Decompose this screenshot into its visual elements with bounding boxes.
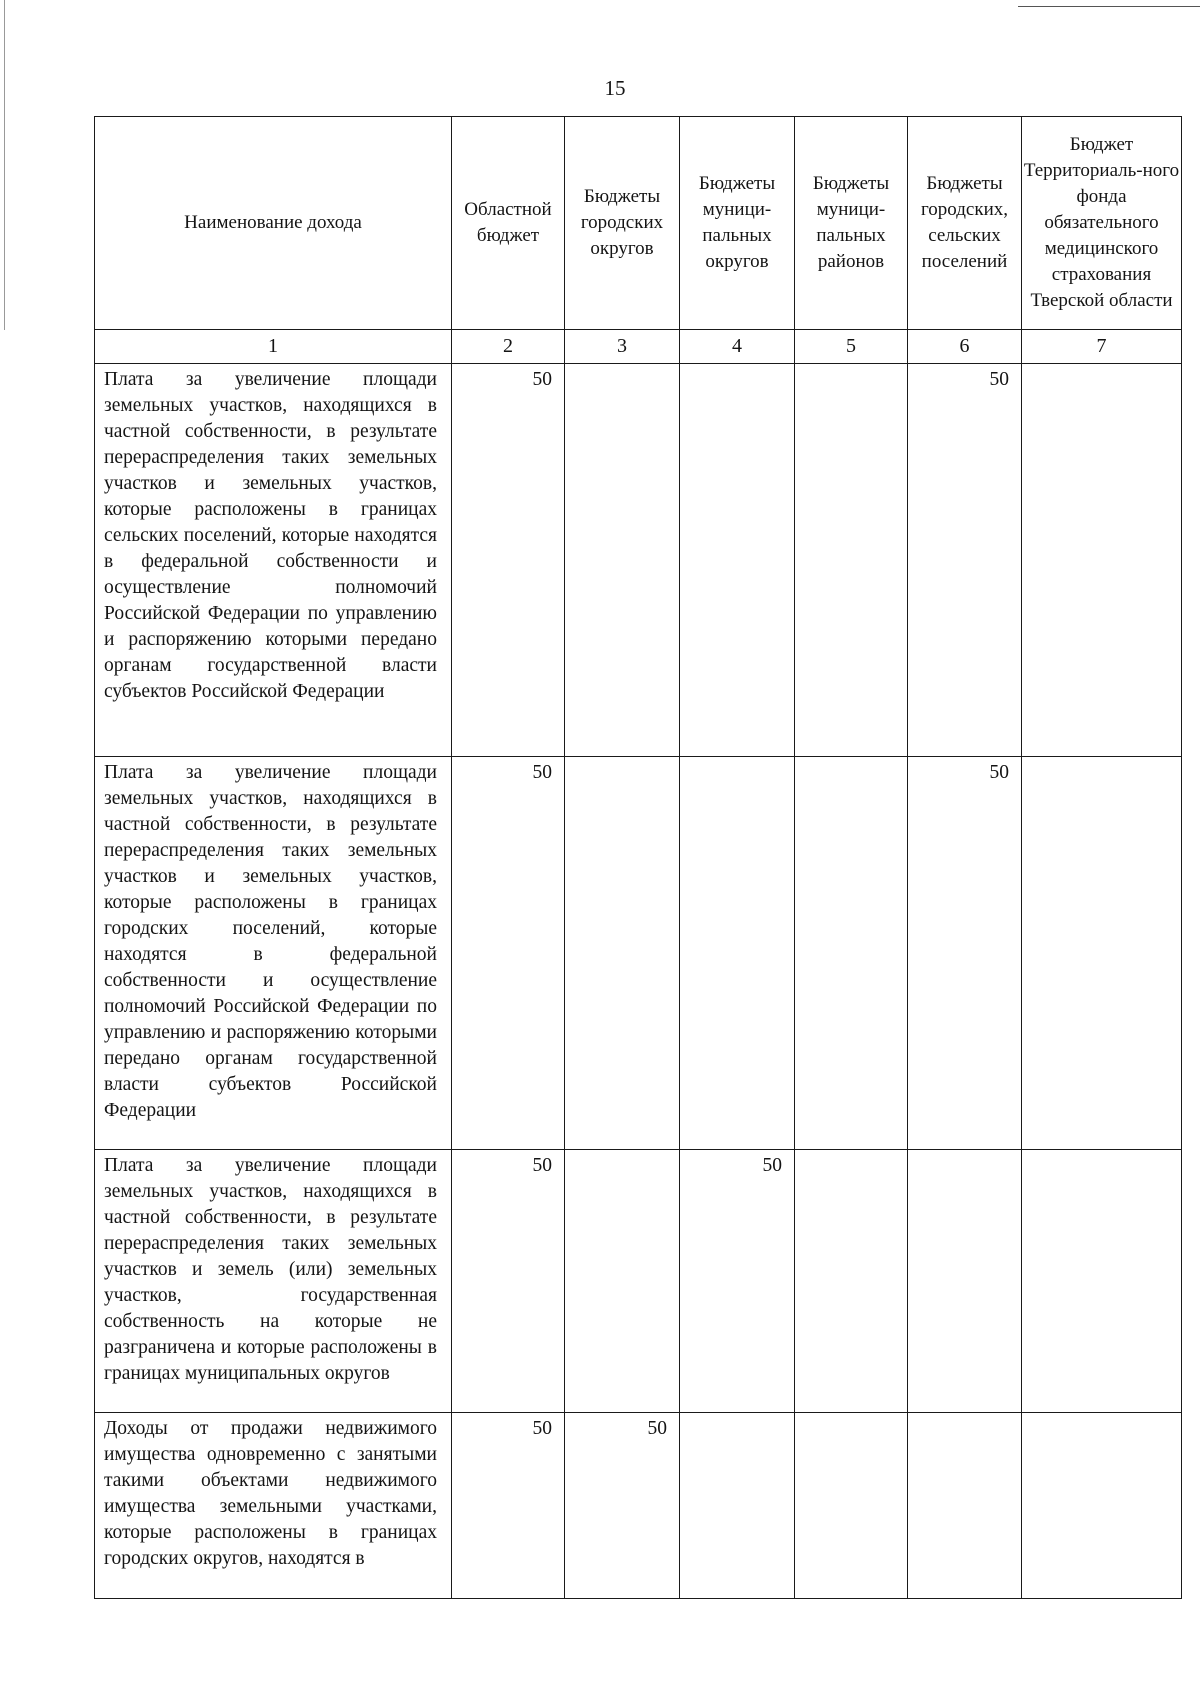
value-cell: 50 xyxy=(452,364,565,757)
column-number: 6 xyxy=(908,330,1022,364)
value-cell xyxy=(1022,1413,1182,1599)
value-cell xyxy=(795,757,908,1150)
column-number: 7 xyxy=(1022,330,1182,364)
header-income-name: Наименование дохода xyxy=(95,117,452,330)
value-cell: 50 xyxy=(908,364,1022,757)
value-cell xyxy=(795,1150,908,1413)
table-row xyxy=(95,1150,1182,1413)
value-cell xyxy=(565,364,680,757)
column-number: 2 xyxy=(452,330,565,364)
value-cell xyxy=(680,1413,795,1599)
column-number: 1 xyxy=(95,330,452,364)
value-cell: 50 xyxy=(565,1413,680,1599)
column-number: 5 xyxy=(795,330,908,364)
income-distribution-table xyxy=(94,116,1182,1599)
page-number: 15 xyxy=(604,76,626,100)
column-number: 4 xyxy=(680,330,795,364)
table-row xyxy=(95,364,1182,757)
column-number-row xyxy=(95,330,1182,364)
header-settlement-budgets: Бюджеты городских, сельских поселений xyxy=(908,117,1022,330)
income-name-text: Доходы от продажи недвижимого имущества одновременно с занятыми такими объектами недвижимого имущества земельными участками, которые расположены в границах городских округов, находятся в xyxy=(104,1418,437,1569)
header-city-district-budgets: Бюджеты городских округов xyxy=(565,117,680,330)
value-cell xyxy=(565,1150,680,1413)
value-cell: 50 xyxy=(680,1150,795,1413)
header-row xyxy=(95,117,1182,330)
income-name-cell: Плата за увеличение площади земельных участков, находящихся в частной собственности, в результате перераспределения таких земельных участков и земельных участков, которые расположены в границах сельских поселений, которые находятся в федеральной собственности и осуществление полномочий Российской Федерации по управлению и распоряжению которыми передано органам государственной власти субъектов Российской Федерации xyxy=(95,364,452,757)
column-number: 3 xyxy=(565,330,680,364)
value-cell xyxy=(1022,757,1182,1150)
value-cell xyxy=(908,1413,1022,1599)
header-municipal-area-budgets: Бюджеты муници-пальных районов xyxy=(795,117,908,330)
scan-left-edge xyxy=(4,0,5,330)
value-cell: 50 xyxy=(908,757,1022,1150)
income-name-cell xyxy=(95,1413,452,1599)
header-regional-budget: Областной бюджет xyxy=(452,117,565,330)
value-cell xyxy=(1022,364,1182,757)
table-row xyxy=(95,1413,1182,1599)
value-cell xyxy=(1022,1150,1182,1413)
table-row xyxy=(95,757,1182,1150)
header-municipal-district-budgets: Бюджеты муници-пальных округов xyxy=(680,117,795,330)
income-name-cell: Плата за увеличение площади земельных участков, находящихся в частной собственности, в результате перераспределения таких земельных участков и земельных участков, которые расположены в границах городских поселений, которые находятся в федеральной собственности и осуществление полномочий Российской Федерации по управлению и распоряжению которыми передано органам государственной власти субъектов Российской Федерации xyxy=(95,757,452,1150)
value-cell xyxy=(795,364,908,757)
scan-top-rule xyxy=(1018,6,1200,7)
value-cell xyxy=(795,1413,908,1599)
value-cell xyxy=(908,1150,1022,1413)
value-cell: 50 xyxy=(452,1413,565,1599)
value-cell xyxy=(565,757,680,1150)
header-medical-insurance-fund-budget: Бюджет Территориаль-ного фонда обязательного медицинского страхования Тверской области xyxy=(1022,117,1182,330)
value-cell: 50 xyxy=(452,757,565,1150)
value-cell xyxy=(680,757,795,1150)
income-name-cell: Плата за увеличение площади земельных участков, находящихся в частной собственности, в результате перераспределения таких земельных участков и земель (или) земельных участков, государственная собственность на которые не разграничена и которые расположены в границах муниципальных округов xyxy=(95,1150,452,1413)
value-cell: 50 xyxy=(452,1150,565,1413)
value-cell xyxy=(680,364,795,757)
